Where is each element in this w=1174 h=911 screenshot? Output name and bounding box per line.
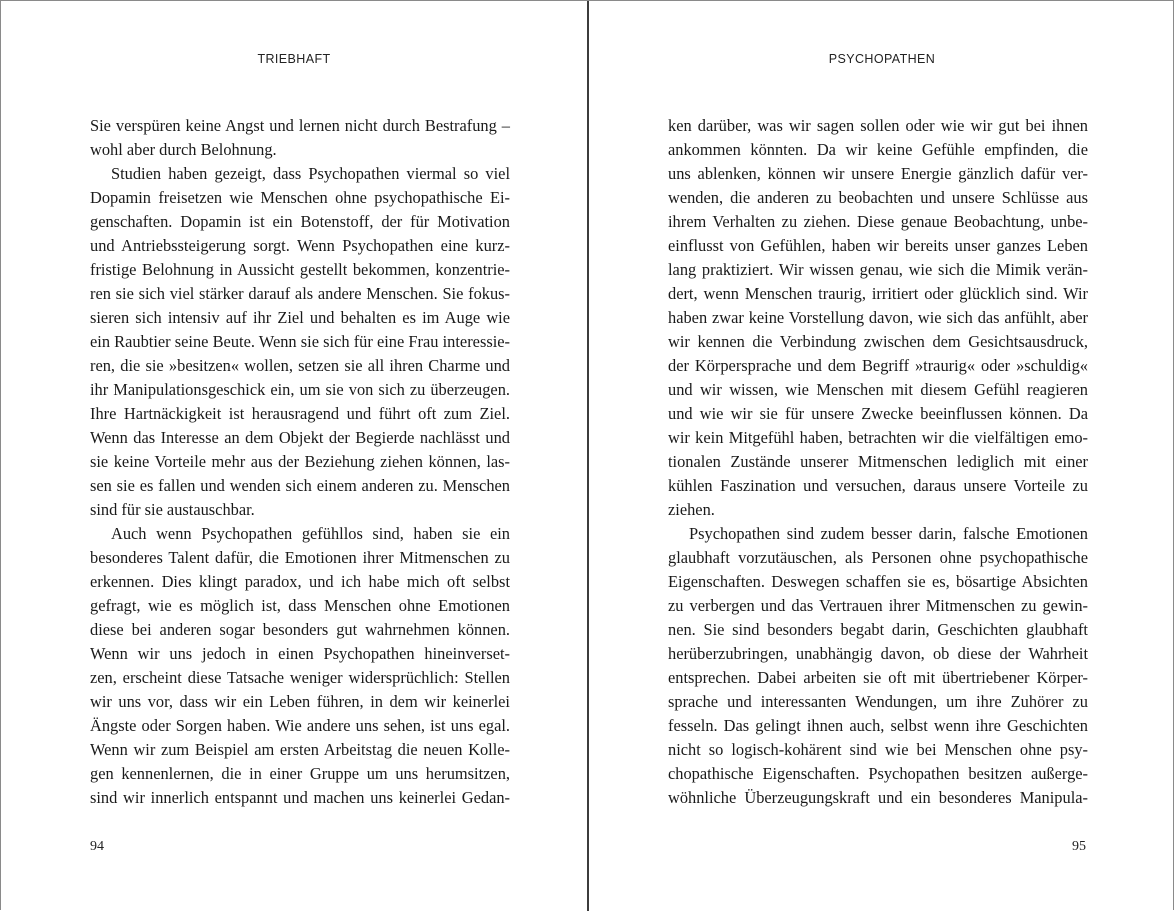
text-line: wenden, die anderen zu beobachten und unsere Schlüsse aus — [668, 188, 1088, 207]
text-line: sieren sich intensiv auf ihr Ziel und behalten es im Auge wie — [90, 308, 510, 327]
text-line: glaubhaft vorzutäuschen, als Personen ohne psychopathische — [668, 548, 1088, 567]
text-line: wir uns vor, dass wir ein Leben führen, in dem wir keinerlei — [90, 692, 510, 711]
text-line: wöhnliche Überzeugungskraft und ein besonderes Manipula- — [668, 788, 1088, 807]
text-line: Wenn das Interesse an dem Objekt der Begierde nachlässt und — [90, 428, 510, 447]
text-line: herüberzubringen, unabhängig davon, ob diese der Wahrheit — [668, 644, 1088, 663]
text-line: besonderes Talent dafür, die Emotionen ihrer Mitmenschen zu — [90, 548, 510, 567]
page-number: 95 — [1072, 839, 1086, 854]
text-line: einflusst von Gefühlen, haben wir bereits unser ganzes Leben — [668, 236, 1088, 255]
text-line: wir kein Mitgefühl haben, betrachten wir die vielfältigen emo- — [668, 428, 1088, 447]
text-line: haben zwar keine Vorstellung davon, wie sich das anfühlt, aber — [668, 308, 1088, 327]
text-line: fristige Belohnung in Aussicht gestellt bekommen, konzentrie- — [90, 260, 510, 279]
text-line: sen sie es fallen und wenden sich einem anderen zu. Menschen — [90, 476, 510, 495]
text-line: und wie wir sie für unsere Zwecke beeinflussen können. Da — [668, 404, 1088, 423]
text-line: gen kennenlernen, die in einer Gruppe um uns herumsitzen, — [90, 764, 510, 783]
text-line: Wenn wir zum Beispiel am ersten Arbeitstag die neuen Kolle- — [90, 740, 510, 759]
right-page — [589, 1, 1174, 911]
text-line: Psychopathen sind zudem besser darin, falsche Emotionen — [689, 524, 1088, 543]
text-line: Auch wenn Psychopathen gefühllos sind, haben sie ein — [111, 524, 510, 543]
text-line: ren, die sie »besitzen« wollen, setzen sie all ihren Charme und — [90, 356, 510, 375]
text-line: Wenn wir uns jedoch in einen Psychopathen hineinverset- — [90, 644, 510, 663]
text-line: der Körpersprache und dem Begriff »traurig« oder »schuldig« — [668, 356, 1088, 375]
text-line: und Antriebssteigerung sorgt. Wenn Psychopathen eine kurz- — [90, 236, 510, 255]
left-page — [1, 1, 587, 911]
body-text — [668, 114, 1088, 810]
text-line: diese bei anderen sogar besonders gut wahrnehmen können. — [90, 620, 510, 639]
text-line: ankommen könnten. Da wir keine Gefühle empfinden, die — [668, 140, 1088, 159]
text-line: sind wir innerlich entspannt und machen uns keinerlei Gedan- — [90, 788, 510, 807]
running-head: PSYCHOPATHEN — [828, 52, 936, 66]
text-line: sind für sie austauschbar. — [90, 500, 255, 519]
text-line: wohl aber durch Belohnung. — [90, 140, 277, 159]
text-line: Studien haben gezeigt, dass Psychopathen viermal so viel — [111, 164, 510, 183]
text-line: ren sie sich viel stärker darauf als andere Menschen. Sie fokus- — [90, 284, 510, 303]
text-line: Dopamin freisetzen wie Menschen ohne psychopathische Ei- — [90, 188, 510, 207]
text-line: ein Raubtier seine Beute. Wenn sie sich für eine Frau interessie- — [90, 332, 510, 351]
text-line: lang praktiziert. Wir wissen genau, wie sich die Mimik verän- — [668, 260, 1088, 279]
text-line: dert, wenn Menschen traurig, irritiert oder glücklich sind. Wir — [668, 284, 1088, 303]
text-line: ziehen. — [668, 500, 715, 519]
text-line: sie keine Vorteile mehr aus der Beziehung ziehen können, las- — [90, 452, 510, 471]
text-line: nicht so logisch-kohärent sind wie bei Menschen ohne psy- — [668, 740, 1088, 759]
text-line: tionalen Zustände unserer Mitmenschen lediglich mit einer — [668, 452, 1088, 471]
text-line: genschaften. Dopamin ist ein Botenstoff, der für Motivation — [90, 212, 510, 231]
text-line: fesseln. Das gelingt ihnen auch, selbst wenn ihre Geschichten — [668, 716, 1088, 735]
text-line: sprache und interessanten Wendungen, um ihre Zuhörer zu — [668, 692, 1088, 711]
text-line: kühlen Faszination und versuchen, daraus unsere Vorteile zu — [668, 476, 1088, 495]
text-line: entsprechen. Dabei arbeiten sie oft mit übertriebener Körper- — [668, 668, 1088, 687]
body-text — [90, 114, 510, 810]
page-number: 94 — [90, 839, 104, 854]
text-line: zen, erscheint diese Tatsache weniger widersprüchlich: Stellen — [90, 668, 510, 687]
running-head: TRIEBHAFT — [257, 52, 331, 66]
text-line: uns ablenken, können wir unsere Energie gänzlich dafür ver- — [668, 164, 1088, 183]
text-line: zu verbergen und das Vertrauen ihrer Mitmenschen zu gewin- — [668, 596, 1088, 615]
text-line: Ängste oder Sorgen haben. Wie andere uns sehen, ist uns egal. — [90, 716, 510, 735]
text-line: ihr Manipulationsgeschick ein, um sie von sich zu überzeugen. — [90, 380, 510, 399]
text-line: chopathische Eigenschaften. Psychopathen besitzen außerge- — [668, 764, 1088, 783]
text-line: ihrem Verhalten zu ziehen. Diese genaue Beobachtung, unbe- — [668, 212, 1088, 231]
text-line: Eigenschaften. Deswegen schaffen sie es, bösartige Absichten — [668, 572, 1088, 591]
text-line: ken darüber, was wir sagen sollen oder wie wir gut bei ihnen — [668, 116, 1088, 135]
text-line: erkennen. Dies klingt paradox, und ich habe mich oft selbst — [90, 572, 510, 591]
text-line: Sie verspüren keine Angst und lernen nicht durch Bestrafung – — [90, 116, 510, 135]
text-line: gefragt, wie es möglich ist, dass Menschen ohne Emotionen — [90, 596, 510, 615]
text-line: wir kennen die Verbindung zwischen dem Gesichtsausdruck, — [668, 332, 1088, 351]
text-line: Ihre Hartnäckigkeit ist herausragend und führt oft zum Ziel. — [90, 404, 510, 423]
text-line: nen. Sie sind besonders begabt darin, Geschichten glaubhaft — [668, 620, 1088, 639]
text-line: und wir wissen, wie Menschen mit diesem Gefühl reagieren — [668, 380, 1088, 399]
